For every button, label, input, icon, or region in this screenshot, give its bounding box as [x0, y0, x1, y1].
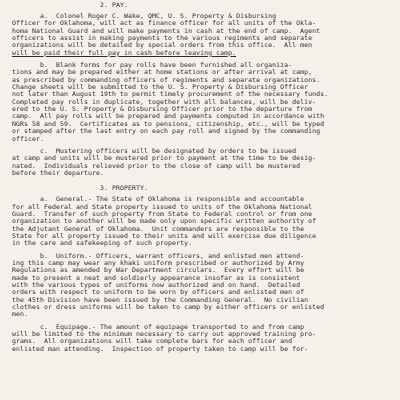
text-line: a. Colonel Roger C. Wake, QMC, U. S. Property & Disbursing [40, 12, 277, 20]
text-line: tions and may be prepared either at home stations or after arrival at camp, [12, 68, 313, 77]
text-line: c. Equipage.- The amount of equipage transported to and from camp [40, 322, 305, 331]
pay-paragraph-c [12, 148, 382, 177]
text-line: will be limited to the minimum necessary to carry out approved training pro- [12, 330, 317, 339]
text-line: with the various types of uniforms now authorized and on hand. Detailed [12, 281, 301, 289]
text-line: clothes or dress uniforms will be taken to camp by either officers or enlisted [12, 303, 325, 312]
text-line: State for all property issued to their units and will exercise due diligence [12, 231, 317, 240]
section-heading-property-text: 3. PROPERTY. [100, 184, 149, 193]
text-line: for all Federal and State property issued to units of the Oklahoma National [12, 202, 313, 211]
text-line: before their departure. [12, 168, 105, 177]
section-heading-property [100, 185, 382, 193]
text-line: officers to assist in making payments to the various regiments and separate [12, 34, 313, 43]
text-line: NGRs 58 and 59. Certificates as to pensions, citizenship, etc., will be typed [12, 119, 325, 128]
text-line: organizations will be detailed by special orders from this office. All men [12, 41, 313, 50]
text-line: as prescribed by commanding officers of regiments and separate organizations. [12, 75, 321, 84]
section-heading-pay-text: 2. PAY. [100, 1, 129, 9]
text-line: in the care and safekeeping of such property. [12, 239, 193, 248]
text-line: or stamped after the last entry on each pay roll and signed by the commanding [12, 127, 321, 136]
pay-paragraph-a [12, 13, 382, 57]
property-paragraph-c [12, 324, 382, 353]
text-line: c. Mustering officers will be designated by orders to be issued [40, 146, 297, 155]
property-paragraph-b [12, 253, 382, 319]
text-line: the 45th Division have been issued by the Commanding General. No civilian [12, 295, 309, 304]
text-line: Officer for Oklahoma, will act as finance officer for all units of the Okla- [12, 19, 317, 28]
section-heading-pay [100, 2, 382, 10]
text-line: ered to the U. S. Property & Disbursing Officer prior to the departure from [12, 105, 313, 114]
text-line: organization to another will be made only upon specific written authority of [12, 217, 317, 226]
text-line: made to present a neat and soldierly appearance insofar as is consistent [12, 273, 301, 282]
text-line: camp. All pay rolls will be prepared and payments computed in accordance with [12, 112, 325, 121]
text-line-underlined: will be paid their full pay in cash before leaving camp. [12, 48, 237, 57]
text-line: homa National Guard and will make payments in cash at the end of camp. Agent [12, 26, 321, 35]
text-line: the Adjutant General of Oklahoma. Unit commanders are responsible to the [12, 224, 305, 233]
text-line: a. General.- The State of Oklahoma is responsible and accountable [40, 195, 305, 204]
text-line: enlisted man attending. Inspection of property taken to camp will be for- [12, 344, 309, 353]
text-line: Guard. Transfer of such property from State to Federal control or from one [12, 209, 313, 218]
text-line: at camp and units will be mustered prior to payment at the time to be desig- [12, 154, 317, 163]
pay-paragraph-b [12, 62, 382, 143]
text-line: orders with respect to uniform to be worn by officers and enlisted men of [12, 288, 305, 297]
text-line: ing this camp may wear any khaki uniform prescribed or authorized by Army [12, 258, 305, 267]
text-line: nated. Individuals relieved prior to the close of camp will be mustered [12, 161, 301, 170]
text-line: not later than August 19th to permit timely procurement of the necessary funds. [12, 90, 329, 99]
property-paragraph-a [12, 196, 382, 247]
text-line: Completed pay rolls in duplicate, together with all balances, will be deliv- [12, 97, 317, 106]
text-line: b. Blank forms for pay rolls have been furnished all organiza- [40, 61, 293, 70]
text-line: b. Uniform.- Officers, warrant officers, and enlisted men attend- [40, 251, 305, 260]
text-line: Change sheets will be submitted to the U. S. Property & Disbursing Officer [12, 83, 309, 92]
text-line: grams. All organizations will take complete bars for each officer and [12, 337, 293, 346]
text-line: officer. [12, 134, 45, 143]
text-line: men. [12, 310, 29, 319]
text-line: Regulations as amended by War Department circulars. Every effort will be [12, 266, 305, 275]
